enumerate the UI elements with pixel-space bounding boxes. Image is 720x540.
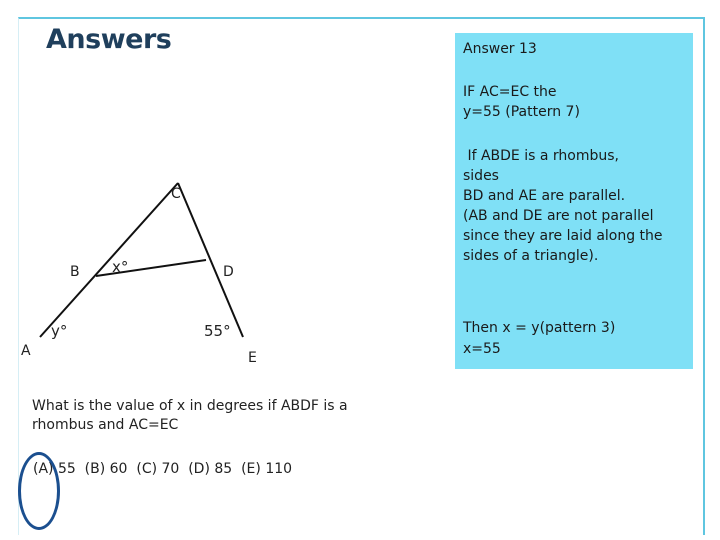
answer-line-2: y=55 (Pattern 7) (463, 104, 580, 120)
answer-para-line-2: sides (463, 168, 499, 184)
answer-then-line-2: x=55 (463, 341, 501, 357)
answer-para-line-6: sides of a triangle). (463, 248, 599, 264)
answer-then-line-1: Then x = y(pattern 3) (463, 320, 616, 336)
answer-line-1: IF AC=EC the (463, 84, 557, 100)
answer-heading: Answer 13 (463, 41, 537, 57)
angle-y-label: y° (51, 322, 68, 340)
label-a: A (21, 343, 31, 359)
slide-title: Answers (46, 24, 172, 55)
answer-para-line-3: BD and AE are parallel. (463, 188, 626, 204)
answer-para-line-4: (AB and DE are not parallel (463, 208, 654, 224)
triangle-figure (0, 0, 460, 380)
side-ac (40, 183, 178, 337)
question-text: What is the value of x in degrees if ABDF is a rhombus and AC=EC (32, 398, 348, 433)
side-ce (178, 183, 243, 337)
label-d: D (223, 264, 234, 280)
label-e: E (248, 350, 257, 366)
answer-choices: (A) 55 (B) 60 (C) 70 (D) 85 (E) 110 (33, 461, 293, 477)
label-c: C (171, 186, 181, 202)
label-b: B (70, 264, 80, 280)
answer-para-line-5: since they are laid along the (463, 228, 663, 244)
answer-panel (455, 33, 693, 369)
angle-55-label: 55° (204, 322, 231, 340)
angle-x-label: x° (112, 258, 129, 276)
answer-para-line-1: If ABDE is a rhombus, (463, 148, 619, 164)
highlight-circle (18, 452, 60, 530)
